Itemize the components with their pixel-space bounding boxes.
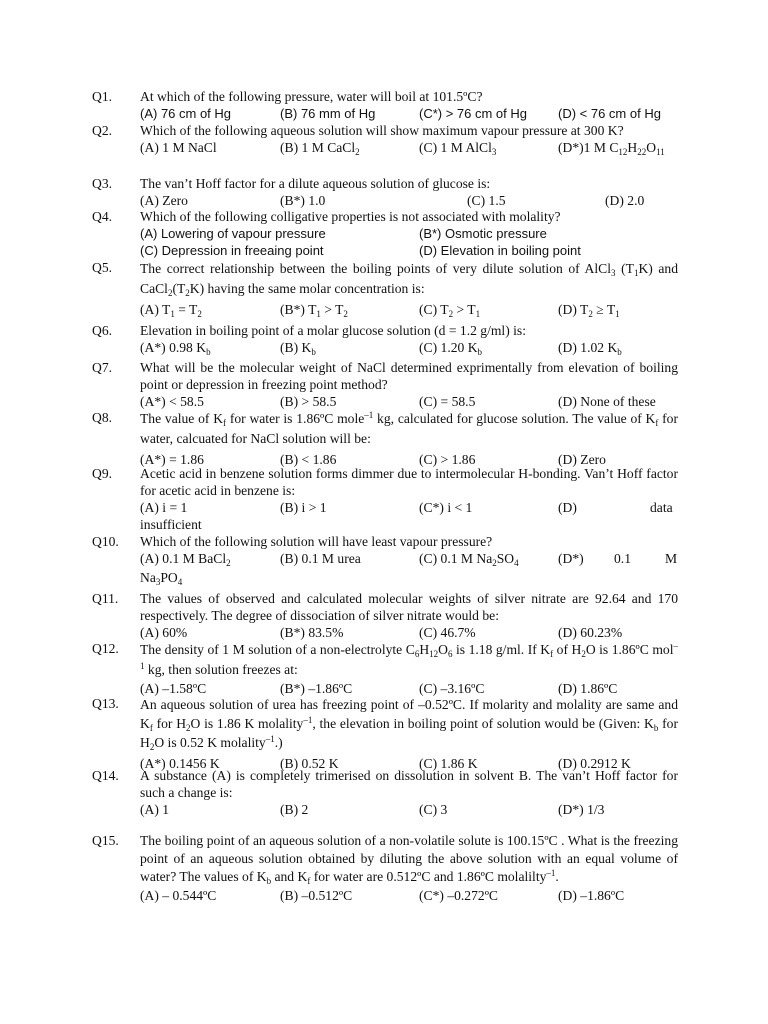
option-d: (D*)1 M $C_{12}H_{22}O_{11}$ — [558, 140, 665, 157]
option-a: (A) 76 cm of Hg — [140, 106, 232, 121]
option-c: (C*) –0.272ºC — [419, 888, 498, 903]
option-a: (A) Lowering of vapour pressure — [140, 226, 326, 241]
question-10 — [92, 533, 678, 586]
question-text: Acetic acid in benzene solution forms dimmer due to intermolecular H-bonding. Van’t Hoff factor for acetic acid in benzene is: — [140, 466, 678, 498]
option-c: (C) Depression in freeaing point — [140, 243, 324, 258]
question-14 — [92, 767, 678, 818]
question-5 — [92, 259, 678, 319]
option-b: (B) < 1.86 — [280, 452, 337, 467]
option-d: (D) Zero — [558, 452, 606, 467]
question-number: Q4. — [92, 209, 113, 224]
option-c: (C) 1.5 — [467, 193, 506, 208]
option-d: (D) None of these — [558, 394, 656, 409]
option-b: (B*) 83.5% — [280, 625, 344, 640]
question-number: Q13. — [92, 696, 119, 711]
question-text: The values of observed and calculated molecular weights of silver nitrate are 92.64 and 170 respectively. The degree of dissociation of silver nitrate would be: — [140, 591, 678, 623]
option-d: (D) $T_2 \ge T_1$ — [558, 302, 620, 319]
option-d-unit: M — [665, 551, 678, 566]
option-c: (C) 0.1 M $Na_2SO_4$ — [419, 551, 519, 568]
option-d-formula: $Na_3PO_4$ — [140, 570, 183, 587]
question-number: Q12. — [92, 641, 119, 656]
option-c: (C) –3.16ºC — [419, 681, 485, 696]
options — [140, 393, 678, 410]
question-number: Q5. — [92, 260, 113, 275]
option-a: (A*) = 1.86 — [140, 452, 204, 467]
options — [140, 339, 678, 356]
option-b: (B*) Osmotic pressure — [419, 226, 547, 241]
option-d: (D) –1.86ºC — [558, 888, 625, 903]
option-a: (A) 0.1 M BaCl$_2$ — [140, 551, 231, 568]
options — [140, 192, 678, 209]
option-b: (B) 0.52 K — [280, 756, 339, 771]
option-c: (C) 1.86 K — [419, 756, 478, 771]
option-d: (D) 2.0 — [605, 193, 645, 208]
options-row-2 — [140, 242, 678, 259]
question-text: An aqueous solution of urea has freezing point of –0.52ºC. If molarity and molality are same and $K_f$ for $H_2O$ is 1.86 K molality$^{-1}$, the elevation in boiling point of solution would be (Given: $K_b$ for $H_2O$ is 0.52 K molality$^{-1}$.) — [140, 697, 678, 752]
option-b: (B) 1 M CaCl$_2$ — [280, 140, 360, 157]
question-12 — [92, 640, 678, 697]
question-number: Q10. — [92, 534, 119, 549]
option-c: (C) $T_2 > T_1$ — [419, 302, 481, 319]
question-text: The correct relationship between the boiling points of very dilute solution of AlCl$_3$ $(T_1K)$ and $CaCl_2(T_2K)$ having the same molar concentration is: — [140, 261, 678, 298]
option-b: (B) 76 mm of Hg — [280, 106, 376, 121]
option-b: (B) i > 1 — [280, 500, 327, 515]
option-c: (C) > 1.86 — [419, 452, 476, 467]
question-text: The value of $K_f$ for water is 1.86ºC mole$^{-1}$ kg, calculated for glucose solution. The value of $K_f$ for water, calcuated for NaCl solution will be: — [140, 410, 678, 446]
options — [140, 499, 678, 516]
option-a: (A*) 0.1456 K — [140, 756, 220, 771]
option-b: (B) > 58.5 — [280, 394, 337, 409]
option-a: (A) –1.58ºC — [140, 681, 207, 696]
option-c: (C) 46.7% — [419, 625, 476, 640]
question-number: Q3. — [92, 176, 113, 191]
question-3 — [92, 175, 678, 209]
option-c: (C) 1.20 $K_b$ — [419, 340, 483, 357]
option-a: (A) 1 M NaCl — [140, 140, 217, 155]
options-continued — [140, 516, 678, 533]
question-number: Q1. — [92, 89, 113, 104]
option-b: (B) 2 — [280, 802, 309, 817]
question-text: Elevation in boiling point of a molar glucose solution (d = 1.2 g/ml) is: — [140, 323, 526, 338]
question-8 — [92, 409, 678, 466]
option-d: (D*) 1/3 — [558, 802, 605, 817]
question-7 — [92, 359, 678, 410]
question-number: Q2. — [92, 123, 113, 138]
option-d: (D) Elevation in boiling point — [419, 243, 581, 258]
question-11 — [92, 590, 678, 641]
option-d: (D) — [558, 500, 577, 515]
question-number: Q8. — [92, 410, 113, 425]
options — [140, 105, 678, 122]
options — [140, 887, 678, 904]
option-b: (B) 0.1 M urea — [280, 551, 361, 566]
option-c: (C) 3 — [419, 802, 448, 817]
question-text: What will be the molecular weight of NaCl determined exprimentally from elevation of boiling point or depression in freezing point method? — [140, 360, 678, 392]
options — [140, 624, 678, 641]
option-d: (D*) — [558, 551, 584, 566]
question-9 — [92, 465, 678, 533]
question-6 — [92, 322, 678, 356]
question-13 — [92, 695, 678, 769]
question-1 — [92, 88, 678, 122]
option-b: (B*) $T_1 > T_2$ — [280, 302, 348, 319]
option-a: (A) – 0.544ºC — [140, 888, 217, 903]
option-d: (D) 1.02 $K_b$ — [558, 340, 622, 357]
question-text: The boiling point of an aqueous solution of a non-volatile solute is 100.15ºC . What is the freezing point of an aqueous solution obtained by diluting the above solution with an equal volume of water? The values of $K_b$ and $K_f$ for water are 0.512ºC and 1.86ºC molalilty$^{-1}$. — [140, 833, 678, 886]
question-text: Which of the following aqueous solution will show maximum vapour pressure at 300 K? — [140, 123, 624, 138]
question-text: Which of the following colligative properties is not associated with molality? — [140, 209, 561, 224]
options-row-1 — [140, 225, 678, 242]
option-c: (C*) > 76 cm of Hg — [419, 106, 528, 121]
option-b: (B*) 1.0 — [280, 193, 326, 208]
question-number: Q15. — [92, 833, 119, 848]
option-c: (C*) i < 1 — [419, 500, 473, 515]
options-continued — [140, 569, 678, 586]
question-4 — [92, 208, 678, 259]
option-c: (C) = 58.5 — [419, 394, 476, 409]
option-b: (B) –0.512ºC — [280, 888, 353, 903]
question-text: At which of the following pressure, water will boil at 101.5ºC? — [140, 89, 483, 104]
option-b: (B*) –1.86ºC — [280, 681, 353, 696]
options — [140, 139, 678, 158]
question-15 — [92, 832, 678, 903]
question-number: Q11. — [92, 591, 119, 606]
question-text: A substance (A) is completely trimerised on dissolution in solvent B. The van’t Hoff factor for such a change is: — [140, 768, 678, 800]
option-d: (D) < 76 cm of Hg — [558, 106, 661, 121]
option-a: (A) Zero — [140, 193, 188, 208]
option-a: (A) $T_1 = T_2$ — [140, 302, 202, 319]
question-number: Q14. — [92, 768, 119, 783]
options — [140, 801, 678, 818]
option-a: (A*) 0.98 $K_b$ — [140, 340, 211, 357]
question-2 — [92, 122, 678, 158]
option-c: (C) 1 M AlCl$_3$ — [419, 140, 497, 157]
option-d-value: 0.1 — [614, 551, 631, 566]
option-a: (A) i = 1 — [140, 500, 188, 515]
question-text: The van’t Hoff factor for a dilute aqueous solution of glucose is: — [140, 176, 491, 191]
option-b: (B) $K_b$ — [280, 340, 316, 357]
question-number: Q9. — [92, 466, 113, 481]
question-text: Which of the following solution will have least vapour pressure? — [140, 534, 493, 549]
question-number: Q6. — [92, 323, 113, 338]
option-d: (D) 0.2912 K — [558, 756, 631, 771]
option-d: (D) 60.23% — [558, 625, 623, 640]
option-a: (A*) < 58.5 — [140, 394, 204, 409]
option-d-text-continued: insufficient — [140, 517, 202, 532]
option-a: (A) 60% — [140, 625, 188, 640]
question-text: The density of 1 M solution of a non-electrolyte $C_6H_{12}O_6$ is 1.18 g/ml. If $K_f$ of $H_2O$ is 1.86ºC mol$^{-1}$ kg, then solution freezes at: — [140, 641, 678, 677]
option-a: (A) 1 — [140, 802, 170, 817]
option-d: (D) 1.86ºC — [558, 681, 618, 696]
question-number: Q7. — [92, 360, 113, 375]
options — [140, 550, 678, 569]
options — [140, 301, 678, 321]
option-d-text: data — [650, 500, 673, 515]
